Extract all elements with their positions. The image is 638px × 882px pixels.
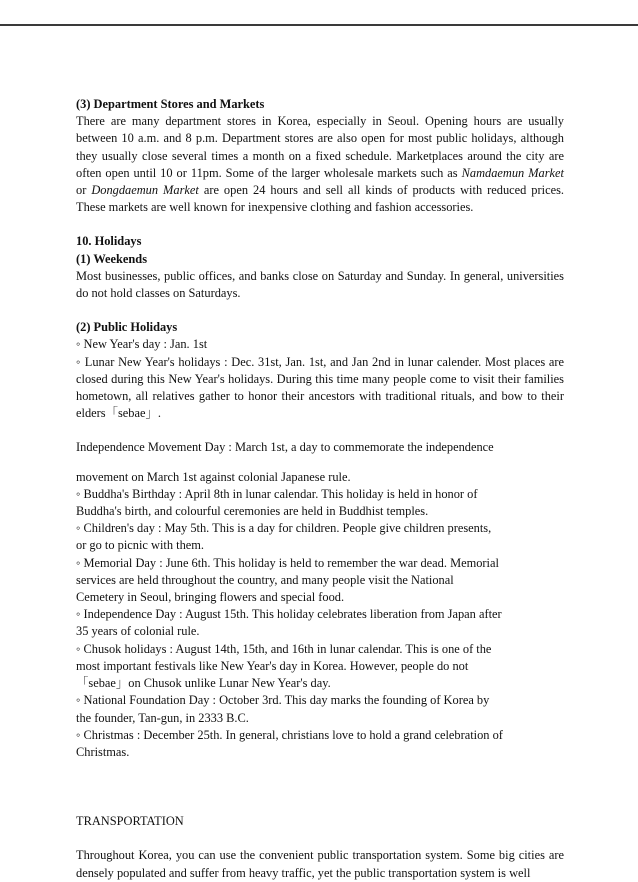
holiday-line: 35 years of colonial rule.: [76, 624, 200, 639]
weekends-paragraph: Most businesses, public offices, and banks close on Saturday and Sunday. In general, universities do not hold classes on Saturdays.: [76, 268, 564, 301]
holiday-line: Buddha's birth, and colourful ceremonies are held in Buddhist temples.: [76, 504, 429, 519]
dept-stores-heading: (3) Department Stores and Markets: [76, 97, 265, 111]
holiday-line: Christmas.: [76, 744, 130, 759]
dept-text-c: are open 24 hours and sell all kinds of products with reduced prices. These markets are well known for inexpensive clothing and fashion accessories.: [76, 183, 564, 215]
public-holidays-heading: (2) Public Holidays: [76, 320, 178, 335]
dongdaemun-market: Dongdaemun Market: [91, 183, 199, 198]
dept-text-a: There are many department stores in Korea, especially in Seoul. Opening hours are usually between 10 a.m. and 8 p.m. Department stores are also open for most public holidays, although they usually close several times a month on a fixed schedule. Marketplaces around the city are often open until 10 or 11pm. Some of the larger wholesale markets such as: [76, 114, 564, 180]
document-page: [76, 96, 564, 882]
holidays-heading: 10. Holidays: [76, 234, 142, 249]
holiday-line: the founder, Tan-gun, in 2333 B.C.: [76, 710, 249, 725]
holiday-line: ◦ Independence Day : August 15th. This holiday celebrates liberation from Japan after: [76, 607, 502, 622]
transportation-paragraph: Throughout Korea, you can use the convenient public transportation system. Some big cities are densely populated and suffer from heavy traffic, yet the public transportation system is well: [76, 848, 564, 880]
new-year-item: ◦ New Year's day : Jan. 1st: [76, 337, 208, 352]
holiday-line: Cemetery in Seoul, bringing flowers and special food.: [76, 590, 345, 605]
independence-movement-line: Independence Movement Day : March 1st, a day to commemorate the independence: [76, 440, 494, 455]
holiday-line: ◦ Chusok holidays : August 14th, 15th, and 16th in lunar calendar. This is one of the: [76, 641, 492, 656]
holiday-line: most important festivals like New Year's day in Korea. However, people do not: [76, 658, 469, 673]
holiday-line: or go to picnic with them.: [76, 538, 205, 553]
transportation-heading: TRANSPORTATION: [76, 814, 184, 829]
holiday-line: services are held throughout the country, and many people visit the National: [76, 572, 454, 587]
holiday-line: ◦ Children's day : May 5th. This is a day for children. People give children presents,: [76, 521, 492, 536]
holiday-line: 「sebae」on Chusok unlike Lunar New Year's day.: [76, 676, 331, 691]
weekends-heading: (1) Weekends: [76, 251, 148, 266]
holiday-line: ◦ National Foundation Day : October 3rd. This day marks the founding of Korea by: [76, 693, 490, 708]
dept-stores-paragraph: [76, 113, 564, 216]
lunar-new-year-item: ◦ Lunar New Year's holidays : Dec. 31st, Jan. 1st, and Jan 2nd in lunar calender. Most places are closed during this New Year's holidays. During this time many people come to visit their families hometown, all relatives gather to honor their ancestors with traditional rituals, and bow to their elders「sebae」.: [76, 354, 564, 421]
holiday-line: ◦ Buddha's Birthday : April 8th in lunar calendar. This holiday is held in honor of: [76, 486, 478, 501]
holiday-line: ◦ Christmas : December 25th. In general, christians love to hold a grand celebration of: [76, 727, 503, 742]
top-rule: [0, 24, 638, 26]
dept-text-b: or: [76, 183, 92, 198]
holiday-line: ◦ Memorial Day : June 6th. This holiday is held to remember the war dead. Memorial: [76, 555, 499, 570]
namdaemun-market: Namdaemun Market: [461, 165, 564, 180]
holiday-line: movement on March 1st against colonial Japanese rule.: [76, 469, 351, 484]
